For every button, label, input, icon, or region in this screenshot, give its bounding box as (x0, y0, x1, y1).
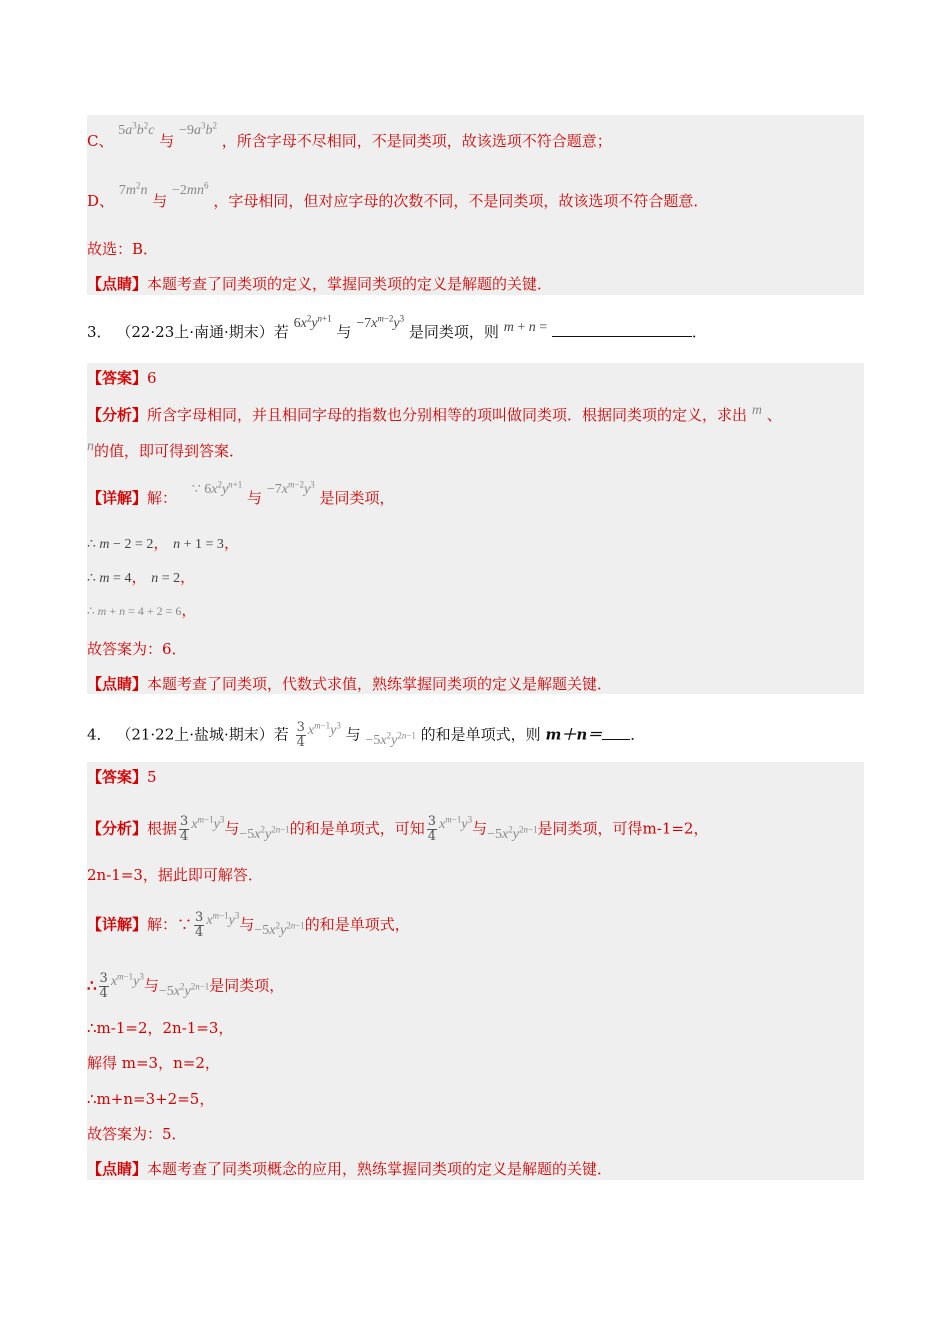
fraction-3-4: $\frac{3}{4}$ (427, 814, 437, 844)
expr-neg7xm2y3-detail: $-7x^{m-2}y^3$ (266, 479, 315, 497)
q3-answer: 【答案】6 (87, 369, 157, 387)
q4-eq1: ∴m-1=2，2n-1=3， (87, 1019, 234, 1037)
expr-neg7xm2y3: $-7x^{m-2}y^3$ (356, 313, 405, 331)
answer-blank (552, 322, 692, 337)
expr-neg5x2y2n1: $-5x^2y^{2n-1}$ (158, 980, 210, 999)
expr-xm1y3: $x^{m-1}y^3$ (206, 909, 240, 928)
q4-eq3: ∴m+n=3+2=5， (87, 1090, 215, 1108)
q4-analysis: 【分析】根据 $\frac{3}{4}$ $x^{m-1}y^3$与$-5x^2y^{2n-1}$的和是单项式，可知 $\frac{3}{4}$ $x^{m-1}y^3$与$-5x^2y^{2n-1}$是同类项，可得m-1=2， (87, 813, 709, 844)
eq-n-plus-1: n + 1 = 3 (173, 537, 224, 552)
q4-tip: 【点睛】本题考查了同类项概念的应用，熟练掌握同类项的定义是解题的关键． (87, 1160, 613, 1178)
expr-7m2n: $7m^2n$ (118, 180, 148, 198)
expr-5a3b2c: $5a^3b^2c$ (118, 120, 155, 138)
q2-tip: 【点睛】本题考查了同类项的定义，掌握同类项的定义是解题的关键． (87, 275, 553, 293)
q2-option-d: D、 $7m^2n$ 与 $-2mn^6$ ，字母相同，但对应字母的次数不同，不是同类项，故该选项不符合题意． (87, 180, 709, 210)
expr-xm1y3: $x^{m-1}y^3$ (307, 719, 341, 738)
expr-neg5x2y2n1: $-5x^2y^{2n-1}$ (239, 823, 290, 842)
q3-analysis-cont: n的值，即可得到答案． (87, 439, 245, 460)
q4-question: 4． （21·22上·盐城·期末）若 $\frac{3}{4}$ $x^{m-1}y^3$ 与 $-5x^2y^{2n-1}$ 的和是单项式，则 m＋n＝ ． (87, 719, 646, 750)
q2-option-c: C、 $5a^3b^2c$ 与 $-9a^3b^2$ ，所含字母不尽相同，不是同类项，故该选项不符合题意； (87, 120, 612, 150)
var-m: m (751, 403, 762, 418)
q4-eq2: 解得 m=3，n=2， (87, 1054, 220, 1072)
expr-m-plus-n: m + n = (503, 320, 548, 335)
expr-6x2yn1: $6x^2y^{n+1}$ (293, 313, 332, 331)
expr-neg9a3b2: $-9a^3b^2$ (179, 120, 217, 138)
q3-tip: 【点睛】本题考查了同类项，代数式求值，熟练掌握同类项的定义是解题关键． (87, 675, 613, 693)
q3-step1: ∴ m − 2 = 2， n + 1 = 3， (87, 534, 239, 552)
q3-question: 3． （22·23上·南通·期末）若 $6x^2y^{n+1}$ 与 $-7x^{m-2}y^3$ 是同类项，则 m + n = ． (87, 313, 707, 341)
q4-analysis-cont: 2n-1=3，据此即可解答． (87, 866, 263, 884)
expr-xm1y3: $x^{m-1}y^3$ (439, 813, 473, 832)
q4-final: 故答案为：5． (87, 1125, 187, 1143)
expr-neg5x2y2n1: $-5x^2y^{2n-1}$ (487, 823, 538, 842)
expr-xm1y3: $x^{m-1}y^3$ (110, 970, 144, 989)
fraction-3-4: $\frac{3}{4}$ (180, 814, 189, 844)
expr-neg5x2y2n1: $-5x^2y^{2n-1}$ (254, 919, 305, 938)
eq-m-4: ∴ m = 4 (87, 571, 132, 586)
q3-analysis: 【分析】所含字母相同，并且相同字母的指数也分别相等的项叫做同类项．根据同类项的定义，求出 m 、 (87, 403, 782, 424)
q3-step2: ∴ m = 4， n = 2， (87, 568, 196, 586)
expr-xm1y3: $x^{m-1}y^3$ (191, 813, 225, 832)
fraction-3-4: $\frac{3}{4}$ (99, 971, 108, 1001)
q3-detail: 【详解】解： ∵ $6x^2y^{n+1}$ 与 $-7x^{m-2}y^3$ 是同类项， (87, 479, 395, 507)
eq-m-plus-n-6: ∴ m + n = 4 + 2 = 6 (87, 604, 182, 618)
fraction-3-4: $\frac{3}{4}$ (296, 720, 305, 750)
expr-neg5x2y2n1: $-5x^2y^{2n-1}$ (365, 729, 416, 748)
fraction-3-4: $\frac{3}{4}$ (195, 910, 204, 940)
eq-m-minus-2: ∴ m − 2 = 2 (87, 537, 154, 552)
eq-n-2: n = 2 (151, 571, 181, 586)
q4-same-kind: ∴ $\frac{3}{4}$ $x^{m-1}y^3$与$-5x^2y^{2n-1}$是同类项， (87, 970, 285, 1001)
q3-step3: ∴ m + n = 4 + 2 = 6， (87, 601, 197, 619)
var-n: n (87, 439, 94, 454)
expr-neg2mn6: $-2mn^6$ (172, 180, 209, 198)
answer-blank (602, 725, 630, 740)
q4-detail: 【详解】解：∵ $\frac{3}{4}$ $x^{m-1}y^3$与$-5x^2y^{2n-1}$的和是单项式， (87, 909, 410, 940)
q4-answer: 【答案】5 (87, 768, 157, 786)
q2-choice: 故选：B． (87, 240, 159, 258)
q3-final: 故答案为：6． (87, 640, 187, 658)
expr-because-6x2yn1: ∵ $6x^2y^{n+1}$ (191, 479, 243, 497)
